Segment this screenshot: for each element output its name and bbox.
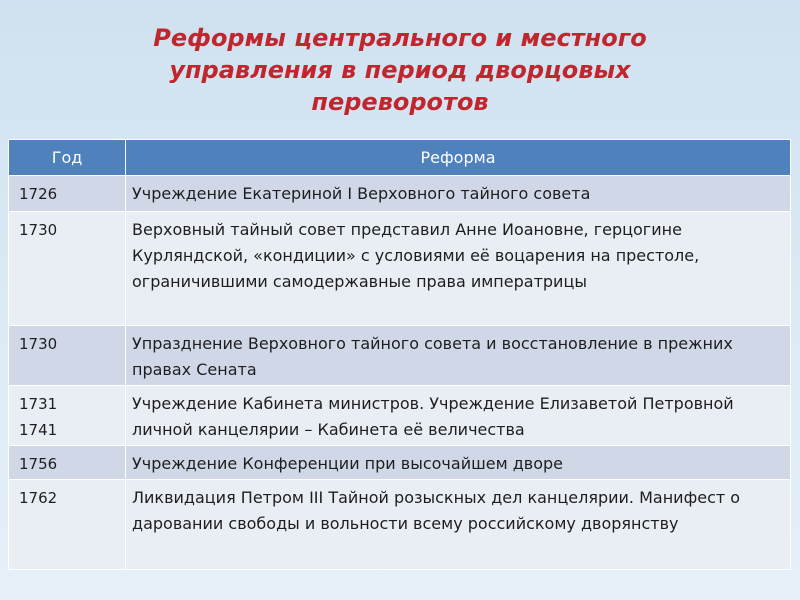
year-cell <box>9 446 126 480</box>
year-value: 1756 <box>19 455 58 473</box>
table-row <box>9 212 791 326</box>
title-line-3: переворотов <box>311 88 489 116</box>
year-cell <box>9 386 126 446</box>
year-cell <box>9 326 126 386</box>
reform-cell: Верховный тайный совет представил Анне Иоановне, герцогине Курляндской, «кондиции» с условиями её воцарения на престоле, ограничившими самодержавные права императрицы <box>126 212 791 326</box>
reform-cell: Учреждение Кабинета министров. Учреждение Елизаветой Петровной личной канцелярии – Кабинета её величества <box>126 386 791 446</box>
year-value: 1730 <box>19 335 58 353</box>
year-cell <box>9 212 126 326</box>
reform-cell: Учреждение Конференции при высочайшем дворе <box>126 446 791 480</box>
reform-cell: Учреждение Екатериной I Верховного тайного совета <box>126 176 791 212</box>
year-value: 1731 <box>19 395 58 413</box>
header-reform: Реформа <box>126 140 791 176</box>
slide-title <box>0 22 800 118</box>
table-row <box>9 446 791 480</box>
reform-cell: Ликвидация Петром III Тайной розыскных дел канцелярии. Манифест о даровании свободы и вольности всему российскому дворянству <box>126 480 791 570</box>
year-value: 1730 <box>19 221 58 239</box>
year-value: 1726 <box>19 185 58 203</box>
reform-cell: Упразднение Верховного тайного совета и восстановление в прежних правах Сената <box>126 326 791 386</box>
year-value: 1762 <box>19 489 58 507</box>
title-line-1: Реформы центрального и местного <box>153 24 647 52</box>
table-row <box>9 386 791 446</box>
year-cell <box>9 176 126 212</box>
table-row <box>9 326 791 386</box>
table-header-row <box>9 140 791 176</box>
reforms-table <box>8 139 791 570</box>
table-row <box>9 480 791 570</box>
title-line-2: управления в период дворцовых <box>169 56 631 84</box>
header-year: Год <box>9 140 126 176</box>
year-cell <box>9 480 126 570</box>
year-value: 1741 <box>19 421 58 439</box>
table-row <box>9 176 791 212</box>
